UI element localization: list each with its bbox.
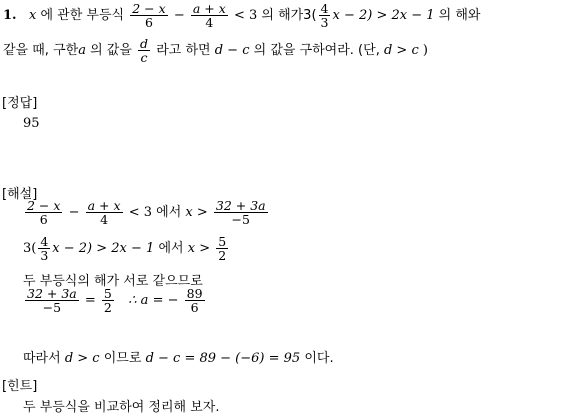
problem-line-2: [3, 37, 428, 64]
solution-line-2: [23, 235, 230, 262]
minus-sign: −: [173, 8, 185, 24]
solution-text: 따라서: [23, 351, 61, 366]
fraction: $\frac{5}{2}$: [218, 234, 227, 264]
fraction: $\frac{32 + 3a}{-5}$: [215, 198, 266, 228]
problem-text: 라고 하면: [156, 43, 211, 59]
inequality: x >: [187, 241, 211, 257]
inequality: < 3: [233, 8, 258, 24]
expression: d − c: [214, 43, 250, 59]
equals-sign: =: [84, 293, 96, 309]
expression: d > c: [64, 351, 100, 366]
inequality: x − 2) > 2x − 1: [52, 241, 155, 257]
solution-text: 에서: [156, 205, 182, 221]
fraction: $\frac{89}{6}$: [186, 286, 203, 316]
problem-text: 의 값을: [90, 43, 132, 59]
solution-text: 이다.: [304, 351, 334, 366]
solution-line-5: [23, 347, 334, 366]
fraction: $\frac{4}{3}$: [40, 234, 49, 264]
var-x: x: [28, 8, 37, 24]
inequality: < 3: [128, 205, 152, 221]
problem-line-1: [3, 2, 480, 29]
fraction: $\frac{32 + 3a}{-5}$: [27, 286, 77, 316]
solution-text: 이므로: [103, 351, 142, 366]
problem-text: 에 관한 부등식: [40, 8, 125, 24]
fraction: $\frac{5}{2}$: [103, 286, 112, 316]
hint-label: [힌트]: [2, 379, 38, 394]
problem-text: 의 값을 구하여라. (단,: [253, 43, 380, 59]
hint-text: 두 부등식을 비교하여 정리해 보자.: [23, 400, 220, 415]
expression: 3(: [23, 241, 37, 257]
fraction: $\frac{a + x}{4}$: [87, 198, 121, 228]
var-a: a: [78, 43, 86, 59]
fraction: $\frac{4}{3}$: [320, 1, 329, 31]
answer-value: 95: [23, 116, 40, 131]
inequality: x >: [185, 205, 208, 221]
solution-line-1: [23, 199, 270, 226]
solution-text: 에서: [158, 241, 184, 257]
problem-text: 같을 때, 구한: [3, 43, 79, 59]
problem-number: 1.: [3, 8, 17, 24]
fraction: $\frac{a + x}{4}$: [192, 1, 226, 31]
problem-text: 의 해가3(: [261, 8, 317, 24]
minus-sign: −: [68, 205, 80, 221]
fraction: $\frac{2 - x}{6}$: [27, 198, 61, 228]
problem-text: 의 해와: [438, 8, 481, 24]
expression: d − c = 89 − (−6) = 95: [145, 351, 301, 366]
paren: ): [422, 43, 428, 59]
fraction: $\frac{d}{c}$: [140, 36, 149, 66]
expression: d > c: [383, 43, 419, 59]
inequality: x − 2) > 2x − 1: [332, 8, 435, 24]
solution-line-4: [23, 287, 207, 314]
answer-label: [정답]: [2, 96, 38, 111]
conclusion: ∴ a = −: [128, 293, 179, 309]
fraction: $\frac{2 - x}{6}$: [132, 1, 166, 31]
solution-line-3: 두 부등식의 해가 서로 같으므로: [23, 274, 203, 289]
solution-label: [해설]: [2, 187, 38, 202]
